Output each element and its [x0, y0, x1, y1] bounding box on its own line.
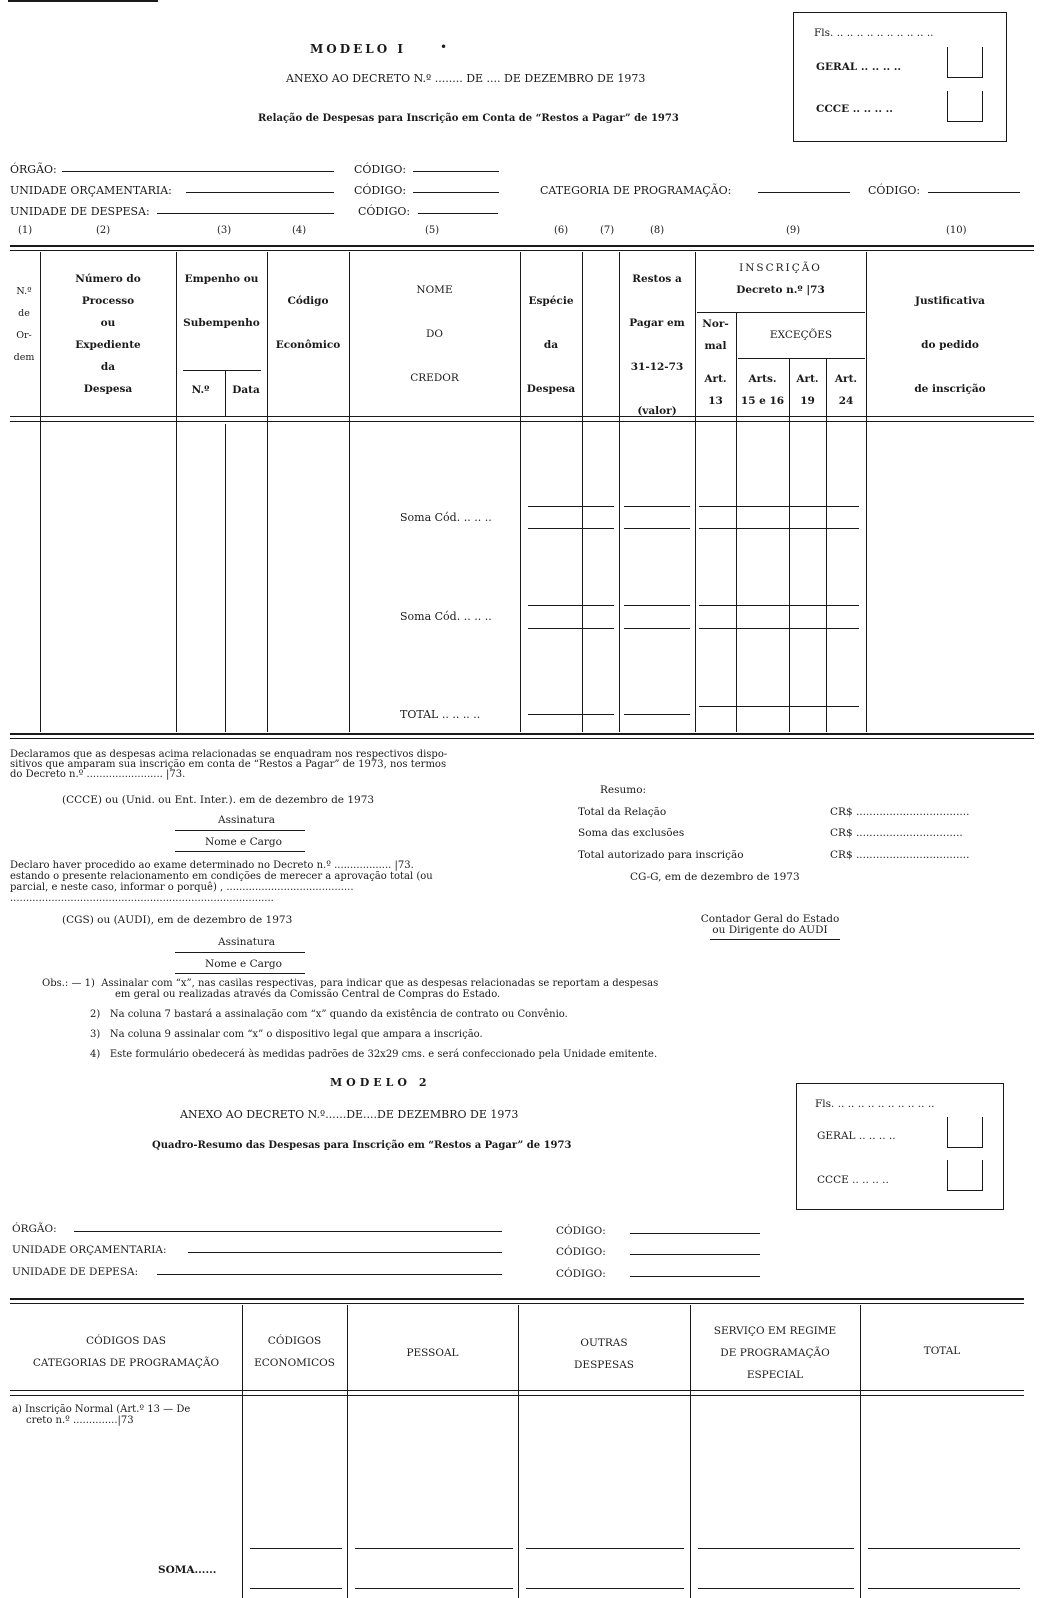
unidade-orc-field[interactable] [188, 1252, 502, 1253]
codigo-label: CÓDIGO: [354, 163, 407, 176]
decreto-header: Decreto n.º |73 [736, 284, 825, 296]
categoria-label: CATEGORIA DE PROGRAMAÇÃO: [540, 184, 732, 197]
col-number: (10) [946, 225, 967, 236]
soma-line [250, 1548, 342, 1549]
obs-item: 2) Na coluna 7 bastará a assinalação com “x” quando da existência de contrato ou Convênio. [90, 1009, 568, 1020]
col5-header: NOME DO CREDOR [410, 284, 459, 384]
ccce-label: CCCE .. .. .. .. [816, 103, 893, 115]
inscricao-normal-row: a) Inscrição Normal (Art.º 13 — De creto n.º ..............|73 [12, 1404, 191, 1426]
orgao-label: ÓRGÃO: [12, 1223, 57, 1235]
geral-checkbox[interactable] [947, 47, 983, 78]
table2-header-rule [10, 1390, 1024, 1391]
sum-line [699, 628, 859, 629]
col-number: (9) [786, 225, 801, 236]
table1-top-rule [10, 250, 1034, 251]
codigo-label: CÓDIGO: [868, 184, 921, 197]
soma-cod-label: Soma Cód. .. .. .. [400, 610, 492, 623]
geral-label: GERAL .. .. .. .. [816, 61, 902, 73]
codigo-label: CÓDIGO: [556, 1225, 606, 1237]
modelo2-anexo: ANEXO AO DECRETO N.º......DE....DE DEZEMBRO DE 1973 [180, 1108, 519, 1121]
fls-label: Fls. .. .. .. .. .. .. .. .. .. .. [815, 1098, 935, 1110]
total-line [699, 706, 859, 707]
fls-label: Fls. .. .. .. .. .. .. .. .. .. .. [814, 27, 934, 39]
sum-line [699, 605, 859, 606]
pessoal-header: PESSOAL [406, 1347, 459, 1359]
inscricao-header: INSCRIÇÃO [739, 262, 822, 274]
codigo-field[interactable] [630, 1276, 760, 1277]
contador-line[interactable] [710, 939, 840, 940]
col-divider [225, 424, 226, 732]
soma-line [526, 1588, 684, 1589]
geral-checkbox[interactable] [947, 1117, 983, 1148]
categorias-header: CÓDIGOS DAS CATEGORIAS DE PROGRAMAÇÃO [32, 1335, 220, 1369]
col-number: (8) [650, 225, 665, 236]
orgao-field[interactable] [62, 171, 334, 172]
col-number: (5) [425, 225, 440, 236]
codigo-label: CÓDIGO: [358, 205, 411, 218]
col8-header: Restos a Pagar em 31-12-73 (valor) [629, 273, 685, 417]
obs-item: 3) Na coluna 9 assinalar com “x” o dispositivo legal que ampara a inscrição. [90, 1029, 483, 1040]
table1-top-rule [10, 245, 1034, 247]
col-number: (1) [18, 225, 33, 236]
resumo-value: CR$ .................................. [830, 806, 970, 818]
codigo-field[interactable] [630, 1254, 760, 1255]
table1-header-rule [10, 421, 1034, 422]
obs-item: 4) Este formulário obedecerá às medidas padrões de 32x29 cms. e será confeccionado pela Unidade emitente. [90, 1049, 658, 1060]
soma-label: SOMA...... [158, 1564, 217, 1576]
name-line[interactable] [175, 851, 305, 852]
declaramos-text: Declaramos que as despesas acima relacionadas se enquadram nos respectivos dispo- sitivos que amparam sua inscrição em conta de “Restos a Pagar” de 1973, nos termos do Decreto n.º ........................ |73. [10, 749, 448, 780]
signature-line[interactable] [175, 830, 305, 831]
col-number: (4) [292, 225, 307, 236]
fls-box [796, 1083, 1004, 1210]
resumo-value: CR$ ................................ [830, 827, 963, 839]
fls-box [793, 12, 1007, 142]
bullet-mark: • [440, 40, 448, 54]
table2-top-rule [10, 1303, 1024, 1304]
sum-line [528, 605, 614, 606]
unidade-orc-label: UNIDADE ORÇAMENTARIA: [12, 1244, 167, 1256]
ccce-label: CCCE .. .. .. .. [817, 1174, 889, 1186]
contador-signature: Contador Geral do Estado ou Dirigente do AUDI [700, 913, 840, 936]
empenho-subrule [183, 370, 261, 371]
total-line [528, 714, 614, 715]
col-number: (3) [217, 225, 232, 236]
assinatura-label: Assinatura [218, 936, 276, 948]
codigo-field[interactable] [413, 171, 499, 172]
codigo-label: CÓDIGO: [354, 184, 407, 197]
resumo-label: Soma das exclusões [578, 827, 685, 839]
codigo-field[interactable] [630, 1233, 760, 1234]
table1-header-rule [10, 416, 1034, 417]
col3-no-header: N.º [191, 384, 210, 396]
ccce-checkbox[interactable] [947, 1160, 983, 1191]
codigo-field[interactable] [418, 213, 498, 214]
unidade-orc-field[interactable] [186, 192, 334, 193]
codigo-field[interactable] [413, 192, 499, 193]
nome-cargo-label: Nome e Cargo [205, 836, 282, 848]
table1-bottom-rule [10, 733, 1034, 735]
col6-header: Espécie da Despesa [526, 295, 576, 395]
sum-line [528, 528, 614, 529]
resumo-label: Total autorizado para inscrição [578, 849, 744, 861]
resumo-value: CR$ .................................. [830, 849, 970, 861]
unidade-desp-label: UNIDADE DE DESPESA: [10, 205, 150, 218]
codigos-economicos-header: CÓDIGOS ECONOMICOS [254, 1335, 335, 1369]
col-divider [582, 252, 583, 732]
servico-header: SERVIÇO EM REGIME DE PROGRAMAÇÃO ESPECIAL [713, 1325, 837, 1381]
soma-line [355, 1548, 513, 1549]
col-number: (2) [96, 225, 111, 236]
table2-header-rule [10, 1395, 1024, 1396]
soma-line [868, 1588, 1020, 1589]
col3-data-header: Data [232, 384, 260, 396]
soma-line [526, 1548, 684, 1549]
geral-label: GERAL .. .. .. .. [817, 1130, 896, 1142]
total-header: TOTAL [923, 1345, 961, 1357]
excecoes-subrule [738, 358, 865, 359]
name-line[interactable] [175, 973, 305, 974]
cgg-date-line: CG-G, em de dezembro de 1973 [630, 871, 800, 883]
modelo1-title: MODELO I [310, 42, 406, 56]
unidade-desp-label: UNIDADE DE DEPESA: [12, 1266, 139, 1278]
outras-despesas-header: OUTRAS DESPESAS [574, 1337, 634, 1371]
sum-line [624, 628, 690, 629]
codigo-field[interactable] [928, 192, 1020, 193]
sum-line [528, 506, 614, 507]
art24-header: Art. 24 [834, 373, 858, 407]
obs-item-cont: em geral ou realizadas através da Comissão Central de Compras do Estado. [115, 989, 501, 1000]
modelo2-quadro: Quadro-Resumo das Despesas para Inscrição em “Restos a Pagar” de 1973 [152, 1140, 572, 1151]
codigo-label: CÓDIGO: [556, 1246, 606, 1258]
orgao-field[interactable] [74, 1231, 502, 1232]
unidade-orc-label: UNIDADE ORÇAMENTARIA: [10, 184, 172, 197]
soma-cod-label: Soma Cód. .. .. .. [400, 511, 492, 524]
obs-item: Obs.: — 1) Assinalar com “x”, nas casilas respectivas, para indicar que as despesas relacionadas se reportam a despesas [42, 978, 659, 989]
total-label: TOTAL .. .. .. .. [400, 708, 481, 721]
nome-cargo-label: Nome e Cargo [205, 958, 282, 970]
table1-bottom-rule [10, 738, 1034, 739]
soma-line [698, 1588, 854, 1589]
sum-line [528, 628, 614, 629]
sum-line [699, 528, 859, 529]
col-number: (7) [600, 225, 615, 236]
resumo-title: Resumo: [600, 784, 647, 796]
art13-header: Art. 13 [704, 373, 727, 407]
table2-top-rule [10, 1298, 1024, 1300]
excecoes-header: EXCEÇÕES [769, 329, 833, 341]
sum-line [624, 506, 690, 507]
ccce-checkbox[interactable] [947, 91, 983, 122]
col-number: (6) [554, 225, 569, 236]
assinatura-label: Assinatura [218, 814, 276, 826]
col2-header: Número do Processo ou Expediente da Despesa [75, 273, 141, 395]
categoria-field[interactable] [758, 192, 850, 193]
modelo1-anexo: ANEXO AO DECRETO N.º ........ DE .... DE DEZEMBRO DE 1973 [286, 72, 646, 85]
codigo-label: CÓDIGO: [556, 1268, 606, 1280]
top-border [8, 0, 158, 2]
col4-header: Código Econômico [275, 295, 341, 351]
soma-line [698, 1548, 854, 1549]
signature-line[interactable] [175, 952, 305, 953]
resumo-label: Total da Relação [578, 806, 667, 818]
unidade-desp-field[interactable] [157, 213, 334, 214]
sum-line [624, 605, 690, 606]
col-divider [789, 358, 790, 732]
modelo2-title: MODELO 2 [330, 1076, 431, 1089]
arts15-header: Arts. 15 e 16 [740, 373, 785, 407]
unidade-desp-field[interactable] [157, 1274, 502, 1275]
cgs-date-line: (CGS) ou (AUDI), em de dezembro de 1973 [62, 914, 293, 926]
col-divider [826, 358, 827, 732]
ccce-date-line: (CCCE) ou (Unid. ou Ent. Inter.). em de dezembro de 1973 [62, 794, 375, 806]
soma-line [250, 1588, 342, 1589]
sum-line [624, 528, 690, 529]
modelo1-relacao: Relação de Despesas para Inscrição em Conta de “Restos a Pagar” de 1973 [258, 113, 679, 124]
soma-line [355, 1588, 513, 1589]
soma-line [868, 1548, 1020, 1549]
declaro-text: Declaro haver procedido ao exame determinado no Decreto n.º .................. |73. estando o presente relacionamento em condições de merecer a aprovação total (ou parcial, e neste caso, informar o porquê) , ........................................ ................................................................................... [10, 860, 433, 904]
col10-header: Justificativa do pedido de inscrição [914, 295, 986, 395]
col3-header: Empenho ou Subempenho [183, 273, 260, 329]
orgao-label: ÓRGÃO: [10, 163, 57, 176]
col1-header: N.º de Or- dem [13, 286, 35, 363]
total-line [624, 714, 690, 715]
normal-header: Nor- mal [702, 318, 729, 352]
sum-line [699, 506, 859, 507]
art19-header: Art. 19 [796, 373, 819, 407]
